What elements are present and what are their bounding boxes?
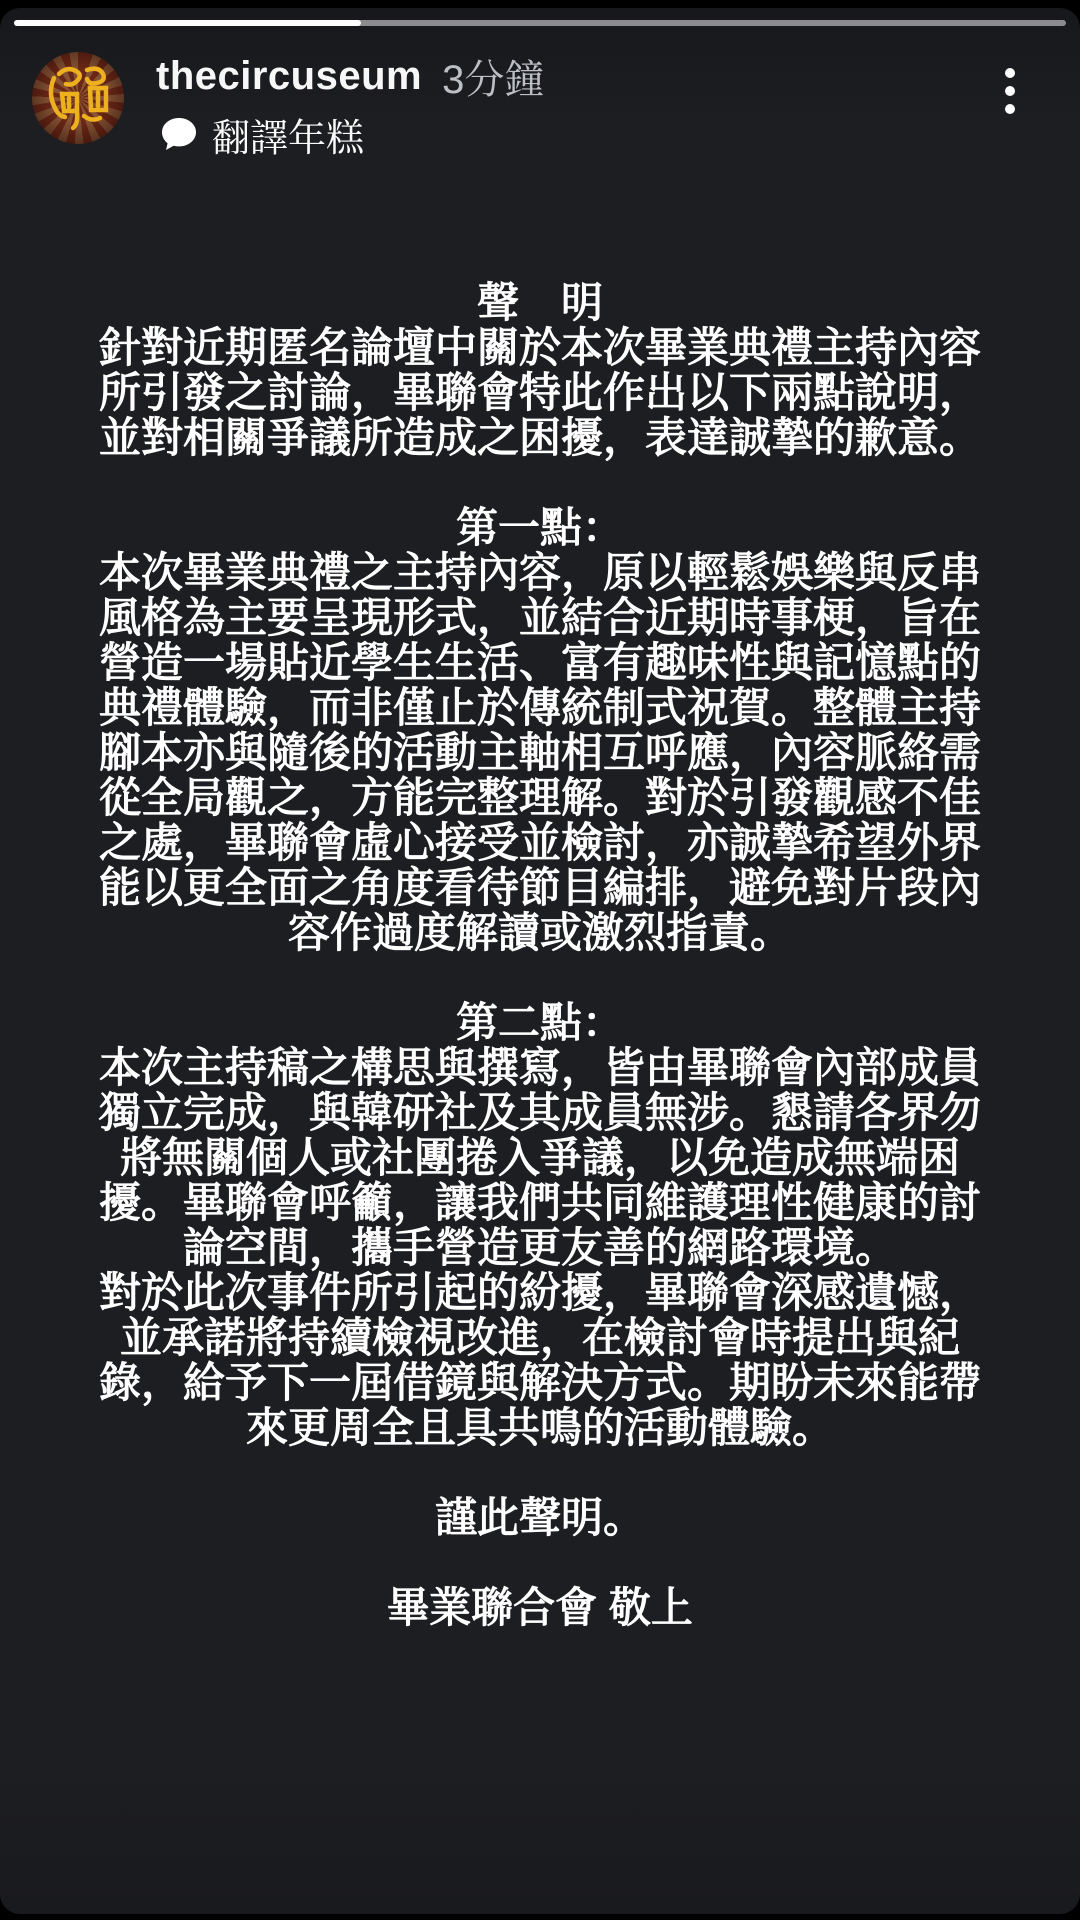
- statement-line: 典禮體驗，而非僅止於傳統制式祝賀。整體主持: [98, 684, 981, 731]
- statement-line: 第二點：: [455, 999, 624, 1046]
- statement-line: 將無關個人或社團捲入爭議，以免造成無端困: [119, 1134, 960, 1181]
- statement-line: 對於此次事件所引起的紛擾，畢聯會深感遺憾，: [98, 1269, 981, 1316]
- statement-line: 從全局觀之，方能完整理解。對於引發觀感不佳: [98, 774, 981, 821]
- statement-text: [0, 280, 1080, 1630]
- kebab-menu-icon[interactable]: [994, 68, 1026, 124]
- statement-line: 營造一場貼近學生生活、富有趣味性與記憶點的: [98, 639, 981, 686]
- statement-line: 之處，畢聯會虛心接受並檢討，亦誠摯希望外界: [98, 819, 981, 866]
- statement-blank-line: [0, 1540, 1080, 1585]
- statement-line: 針對近期匿名論壇中關於本次畢業典禮主持內容: [98, 324, 981, 371]
- statement-blank-line: [0, 1450, 1080, 1495]
- statement-line: 擾。畢聯會呼籲，讓我們共同維護理性健康的討: [98, 1179, 981, 1226]
- statement-line: 獨立完成，與韓研社及其成員無涉。懇請各界勿: [98, 1089, 981, 1136]
- statement-line: 錄，給予下一屆借鏡與解決方式。期盼未來能帶: [98, 1359, 981, 1406]
- statement-line: 本次畢業典禮之主持內容，原以輕鬆娛樂與反串: [98, 549, 981, 596]
- story-progress-bar: [14, 20, 1066, 26]
- story-header: [156, 50, 544, 102]
- translate-button[interactable]: [160, 112, 365, 160]
- statement-line: 風格為主要呈現形式，並結合近期時事梗，旨在: [98, 594, 981, 641]
- statement-line: 本次主持稿之構思與撰寫，皆由畢聯會內部成員: [98, 1044, 981, 1091]
- statement-line: 容作過度解讀或激烈指責。: [287, 909, 792, 956]
- statement-line: 謹此聲明。: [434, 1494, 645, 1541]
- speech-bubble-icon: [160, 115, 198, 153]
- statement-line: 能以更全面之角度看待節目編排，避免對片段內: [98, 864, 981, 911]
- statement-line: 畢業聯合會 敬上: [387, 1584, 693, 1631]
- statement-line: 並承諾將持續檢視改進，在檢討會時提出與紀: [119, 1314, 960, 1361]
- statement-line: 來更周全且具共鳴的活動體驗。: [245, 1404, 834, 1451]
- statement-blank-line: [0, 955, 1080, 1000]
- timestamp: 3分鐘: [442, 57, 545, 102]
- avatar-calligraphy-logo: [32, 52, 124, 144]
- story-progress-fill: [14, 20, 361, 26]
- statement-blank-line: [0, 460, 1080, 505]
- avatar[interactable]: [32, 52, 124, 144]
- statement-line: 聲 明: [476, 279, 603, 326]
- statement-line: 所引發之討論，畢聯會特此作出以下兩點說明，: [98, 369, 981, 416]
- statement-line: 第一點：: [455, 504, 624, 551]
- story-canvas[interactable]: [0, 8, 1080, 1914]
- statement-line: 論空間，攜手營造更友善的網路環境。: [182, 1224, 897, 1271]
- username[interactable]: thecircuseum: [156, 53, 423, 98]
- statement-line: 腳本亦與隨後的活動主軸相互呼應，內容脈絡需: [98, 729, 981, 776]
- statement-line: 並對相關爭議所造成之困擾，表達誠摯的歉意。: [98, 414, 981, 461]
- translate-label: 翻譯年糕: [212, 117, 365, 160]
